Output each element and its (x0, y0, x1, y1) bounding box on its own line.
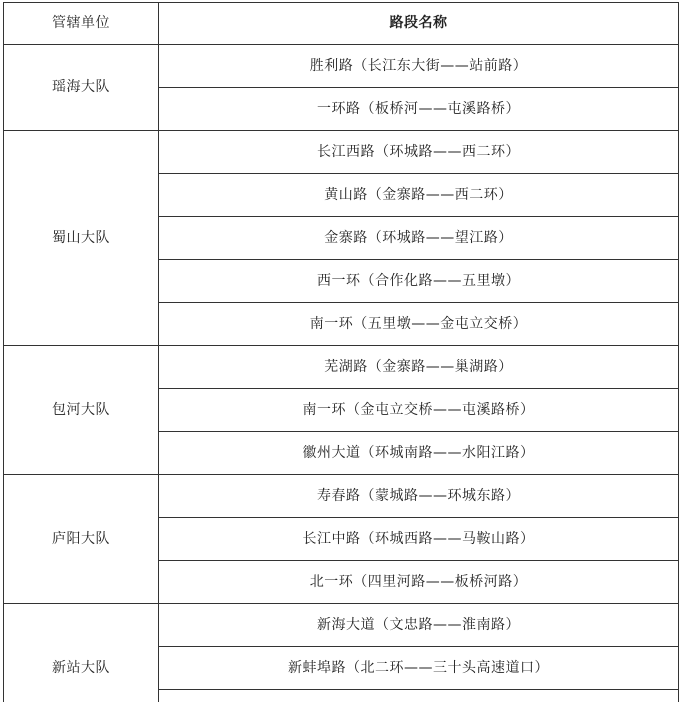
road-cell: 黄山路（金寨路——西二环） (159, 174, 679, 217)
table-row (4, 604, 679, 647)
unit-cell: 蜀山大队 (4, 131, 159, 346)
road-cell (159, 690, 679, 702)
road-cell: 南一环（金屯立交桥——屯溪路桥） (159, 389, 679, 432)
unit-cell: 瑶海大队 (4, 45, 159, 131)
road-cell: 徽州大道（环城南路——水阳江路） (159, 432, 679, 475)
road-cell: 金寨路（环城路——望江路） (159, 217, 679, 260)
table-row (4, 475, 679, 518)
unit-cell: 包河大队 (4, 346, 159, 475)
unit-cell: 庐阳大队 (4, 475, 159, 604)
road-cell: 西一环（合作化路——五里墩） (159, 260, 679, 303)
table-body (4, 45, 679, 702)
road-cell: 新海大道（文忠路——淮南路） (159, 604, 679, 647)
header-unit: 管辖单位 (4, 3, 159, 45)
table-header-row (4, 3, 679, 45)
road-cell: 长江西路（环城路——西二环） (159, 131, 679, 174)
road-cell: 北一环（四里河路——板桥河路） (159, 561, 679, 604)
road-cell: 芜湖路（金寨路——巢湖路） (159, 346, 679, 389)
table-row (4, 45, 679, 88)
road-cell: 一环路（板桥河——屯溪路桥） (159, 88, 679, 131)
table-row (4, 346, 679, 389)
road-jurisdiction-table-container (3, 2, 681, 702)
road-cell: 南一环（五里墩——金屯立交桥） (159, 303, 679, 346)
road-jurisdiction-table (3, 2, 679, 702)
unit-cell: 新站大队 (4, 604, 159, 702)
road-cell: 新蚌埠路（北二环——三十头高速道口） (159, 647, 679, 690)
header-road-name: 路段名称 (159, 3, 679, 45)
road-cell: 寿春路（蒙城路——环城东路） (159, 475, 679, 518)
road-cell: 胜利路（长江东大街——站前路） (159, 45, 679, 88)
road-cell: 长江中路（环城西路——马鞍山路） (159, 518, 679, 561)
table-row (4, 131, 679, 174)
